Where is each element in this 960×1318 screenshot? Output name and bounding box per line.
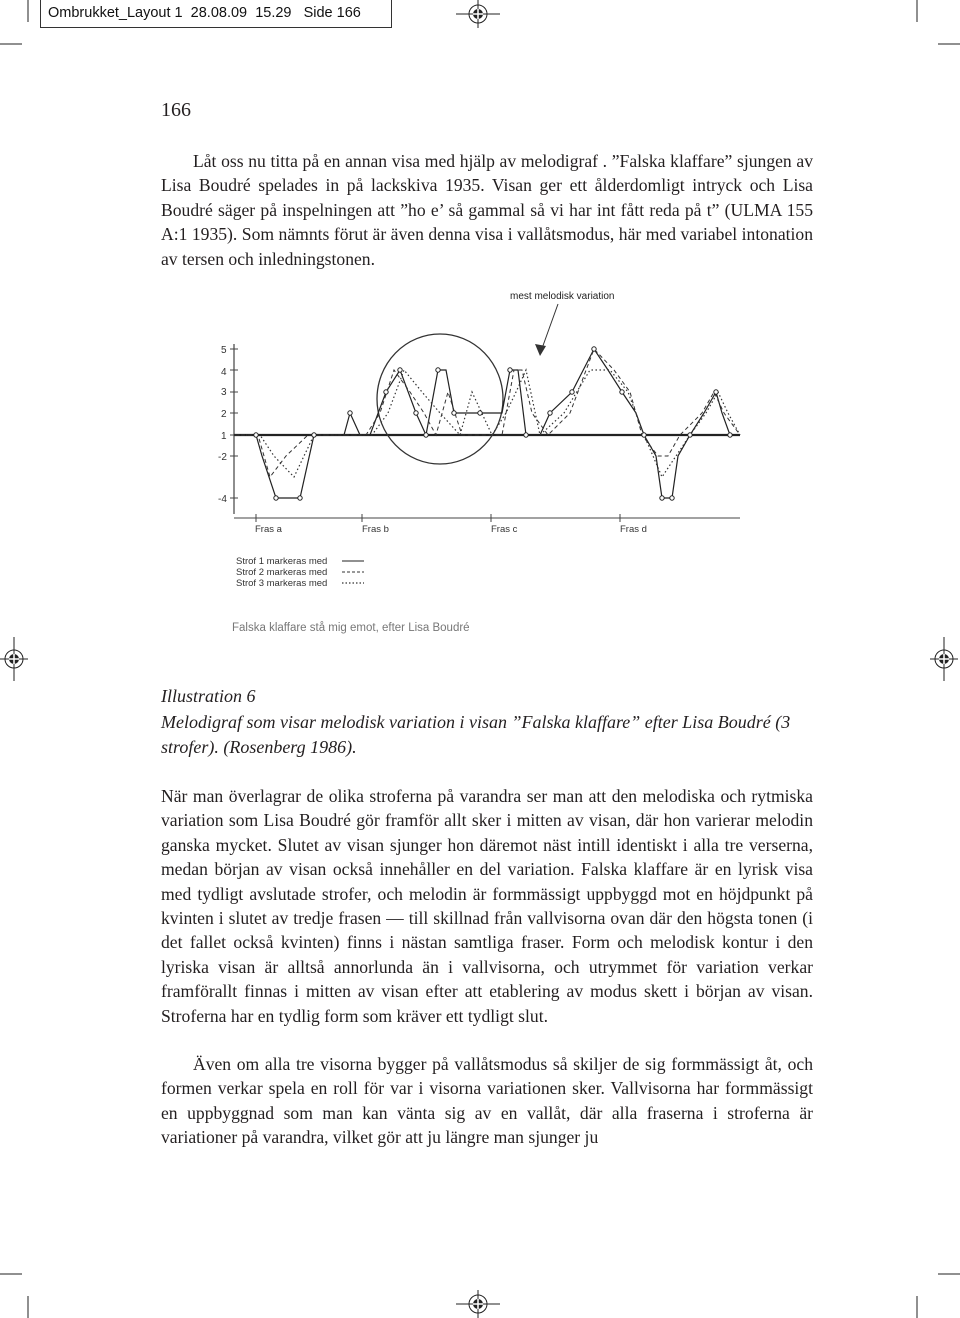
phrase-label-a: Fras a xyxy=(255,524,282,535)
phrase-label-d: Fras d xyxy=(620,524,647,535)
y-tick-label: -4 xyxy=(218,494,227,505)
intro-paragraph: Låt oss nu titta på en annan visa med hjälp av melodigraf . ”Falska klaffare” sjungen av Lisa Boudré spelades in på lackskiva 1935. Visan ger ett ålderdomligt intryck och Lisa Boudré säger på inspelningen att ”ho e’ så gammal så vi har int fått reda på t” (ULMA 155 A:1 1935). Som nämnts förut är även denna visa i vallåtsmodus, här med variabel intonation av tersen och inledningstonen. xyxy=(161,151,813,269)
registration-mark-left xyxy=(0,637,28,681)
caption-title: Illustration 6 xyxy=(161,686,256,706)
registration-mark-bottom xyxy=(456,1290,500,1318)
y-tick-label: -2 xyxy=(218,452,227,463)
y-tick-label: 5 xyxy=(221,345,227,356)
slug-date: 28.08.09 xyxy=(190,5,248,21)
body-paragraph-3: Även om alla tre visorna bygger på vallåtsmodus så skiljer de sig formmässigt åt, och formen verkar spela en roll för var i visorna variationen sker. Vallvisorna har formmässigt en uppbyggnad som man kan vänta sig av en vallåt, där alla fraserna i stroferna är variationer på varandra, vilket gör att ju längre man sjunger ju xyxy=(161,1054,813,1148)
y-tick-label: 4 xyxy=(221,367,227,378)
slug-filename: Ombrukket_Layout 1 xyxy=(48,5,183,21)
strof-3-line xyxy=(234,370,740,477)
legend-strof-3: Strof 3 markeras med xyxy=(236,578,328,589)
y-tick-label: 1 xyxy=(221,431,227,442)
page-number: 166 xyxy=(161,99,191,121)
caption-text: Melodigraf som visar melodisk variation i visan ”Falska klaffare” efter Lisa Boudré (3 strofer). (Rosenberg 1986). xyxy=(161,712,791,757)
slug-time: 15.29 xyxy=(255,5,292,21)
slug-side: Side 166 xyxy=(303,5,361,21)
figure-annotation: mest melodisk variation xyxy=(510,291,615,302)
variation-circle xyxy=(377,334,503,464)
y-tick-label: 2 xyxy=(221,409,227,420)
legend-strof-1: Strof 1 markeras med xyxy=(236,556,328,567)
y-tick-labels xyxy=(218,345,227,505)
registration-mark-top xyxy=(456,0,500,28)
note-dots xyxy=(254,347,732,500)
legend-strof-2: Strof 2 markeras med xyxy=(236,567,328,578)
annotation-arrowhead xyxy=(535,344,546,356)
body-paragraph-2: När man överlagrar de olika stroferna på varandra ser man att den melodiska och rytmiska variation som Lisa Boudré gör framför allt sker i mitten av visan, där hon varierar melodin ganska mycket. Slutet av visan sjunger hon däremot näst intill identiskt i alla tre verserna, medan början av visan också innehåller en del variation. Falska klaffare är en lyrisk visa med tydligt avslutade strofer, och melodin är formmässigt uppbyggd mot en höjdpunkt på kvinten i slutet av tredje frasen — till skillnad från vallvisorna ovan där den högsta tonen (i det fallet också kvinten) finns i nästan samtliga fraser. Form och melodisk kontur i den lyriska visan är alltså annorlunda än i vallvisorna, och utrymmet för variation verkar framförallt finnas i mitten av visan efter att etablering av modus skett i början av visan. Stroferna har en tydlig form som kräver ett tydligt slut. xyxy=(161,786,813,1026)
melodigraf-figure xyxy=(210,282,770,642)
figure-legend xyxy=(236,556,327,589)
phrase-labels xyxy=(255,524,647,535)
registration-mark-right xyxy=(930,637,958,681)
phrase-label-c: Fras c xyxy=(491,524,518,535)
figure-credit: Falska klaffare stå mig emot, efter Lisa Boudré xyxy=(232,622,470,634)
phrase-label-b: Fras b xyxy=(362,524,389,535)
y-tick-label: 3 xyxy=(221,387,227,398)
strof-1-line xyxy=(234,349,740,498)
